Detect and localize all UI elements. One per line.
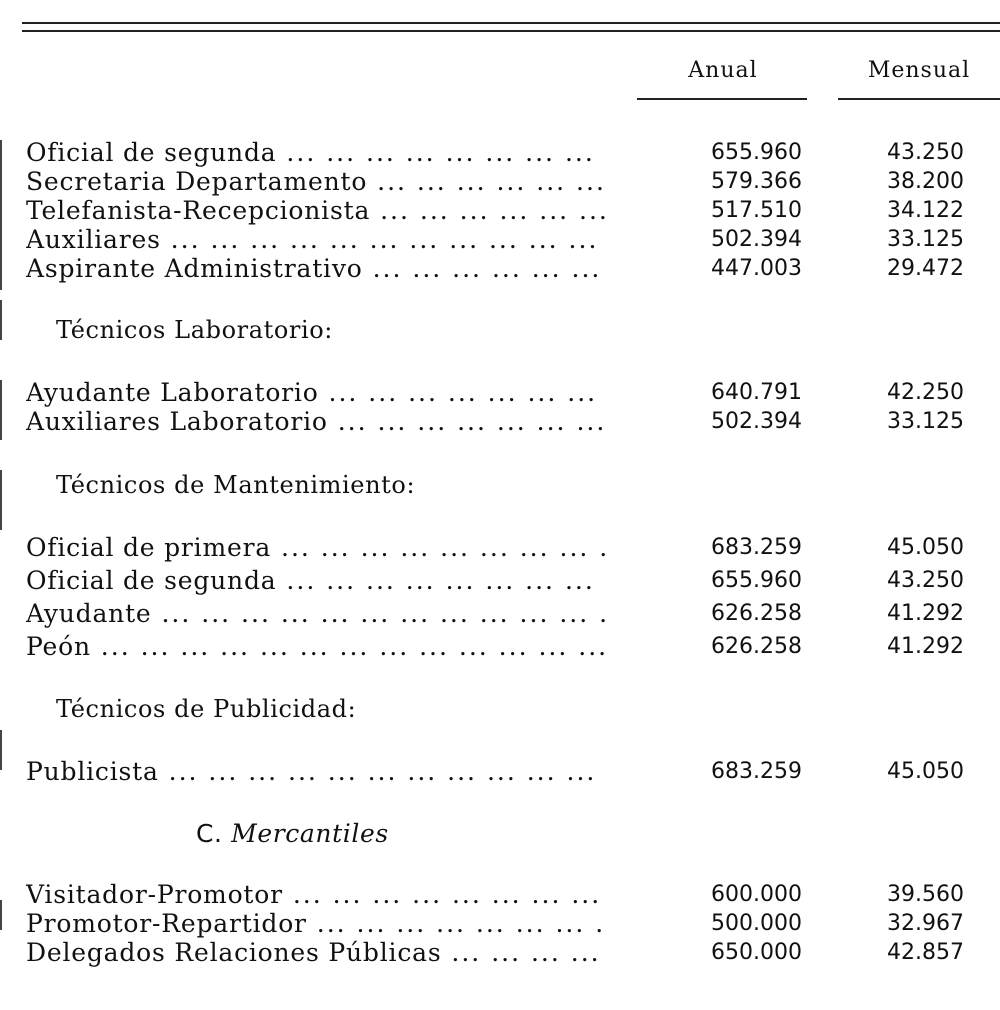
row-label: Visitador-Promotor ... . xyxy=(26,880,606,909)
top-double-rule xyxy=(22,30,1000,32)
row-mensual: 34.122 xyxy=(887,198,964,223)
row-anual: 626.258 xyxy=(711,601,802,626)
row-label: Delegados Relaciones Públicas ... . xyxy=(26,938,606,967)
row-anual: 640.791 xyxy=(711,380,802,405)
row-mensual: 38.200 xyxy=(887,169,964,194)
left-margin-line xyxy=(0,300,2,340)
row-label: Promotor-Repartidor ... . xyxy=(26,909,606,938)
section-title: Mercantiles xyxy=(231,819,389,848)
row-anual: 517.510 xyxy=(711,198,802,223)
row-label: Telefanista-Recepcionista ... . xyxy=(26,196,606,225)
row-anual: 502.394 xyxy=(711,227,802,252)
section-heading-mantenimiento: Técnicos de Mantenimiento: xyxy=(56,471,416,499)
row-label: Peón ... . xyxy=(26,632,606,661)
row-mensual: 42.857 xyxy=(887,940,964,965)
row-mensual: 41.292 xyxy=(887,601,964,626)
table-row xyxy=(26,225,1000,255)
section-heading-publicidad: Técnicos de Publicidad: xyxy=(56,695,357,723)
column-header-mensual: Mensual xyxy=(867,58,971,83)
table-row xyxy=(26,757,1000,787)
row-anual: 655.960 xyxy=(711,140,802,165)
row-mensual: 45.050 xyxy=(887,759,964,784)
table-row xyxy=(26,599,1000,629)
column-header-anual: Anual xyxy=(688,58,758,83)
left-margin-line xyxy=(0,140,2,290)
row-anual: 600.000 xyxy=(711,882,802,907)
row-label: Auxiliares ... . xyxy=(26,225,606,254)
table-row xyxy=(26,196,1000,226)
row-anual: 655.960 xyxy=(711,568,802,593)
left-margin-line xyxy=(0,730,2,770)
row-mensual: 33.125 xyxy=(887,409,964,434)
row-label: Ayudante Laboratorio ... . xyxy=(26,378,606,407)
left-margin-line xyxy=(0,380,2,440)
row-mensual: 42.250 xyxy=(887,380,964,405)
row-anual: 579.366 xyxy=(711,169,802,194)
left-margin-line xyxy=(0,900,2,930)
row-mensual: 43.250 xyxy=(887,140,964,165)
row-anual: 650.000 xyxy=(711,940,802,965)
table-row xyxy=(26,254,1000,284)
left-margin-line xyxy=(0,470,2,530)
top-double-rule xyxy=(22,22,1000,24)
row-label: Aspirante Administrativo ... . xyxy=(26,254,606,283)
column-underline xyxy=(838,98,1000,100)
row-anual: 500.000 xyxy=(711,911,802,936)
row-label: Auxiliares Laboratorio ... . xyxy=(26,407,606,436)
row-anual: 683.259 xyxy=(711,759,802,784)
row-mensual: 45.050 xyxy=(887,535,964,560)
row-mensual: 41.292 xyxy=(887,634,964,659)
table-row xyxy=(26,407,1000,437)
row-label: Oficial de segunda ... . xyxy=(26,566,606,595)
table-row xyxy=(26,566,1000,596)
row-label: Publicista ... . xyxy=(26,757,606,786)
row-label: Ayudante ... . xyxy=(26,599,606,628)
row-anual: 447.003 xyxy=(711,256,802,281)
table-row xyxy=(26,533,1000,563)
row-mensual: 43.250 xyxy=(887,568,964,593)
row-mensual: 39.560 xyxy=(887,882,964,907)
section-heading-laboratorio: Técnicos Laboratorio: xyxy=(56,316,333,344)
table-row xyxy=(26,632,1000,662)
row-label: Secretaria Departamento ... . xyxy=(26,167,606,196)
row-label: Oficial de segunda ... . xyxy=(26,138,606,167)
row-mensual: 33.125 xyxy=(887,227,964,252)
column-underline xyxy=(637,98,807,100)
table-row xyxy=(26,138,1000,168)
table-row xyxy=(26,378,1000,408)
table-row xyxy=(26,938,1000,968)
row-mensual: 32.967 xyxy=(887,911,964,936)
section-letter: C. xyxy=(196,819,223,848)
section-heading-mercantiles xyxy=(196,819,389,848)
row-anual: 626.258 xyxy=(711,634,802,659)
row-anual: 683.259 xyxy=(711,535,802,560)
row-mensual: 29.472 xyxy=(887,256,964,281)
row-label: Oficial de primera ... . xyxy=(26,533,606,562)
table-row xyxy=(26,909,1000,939)
table-row xyxy=(26,167,1000,197)
table-row xyxy=(26,880,1000,910)
row-anual: 502.394 xyxy=(711,409,802,434)
